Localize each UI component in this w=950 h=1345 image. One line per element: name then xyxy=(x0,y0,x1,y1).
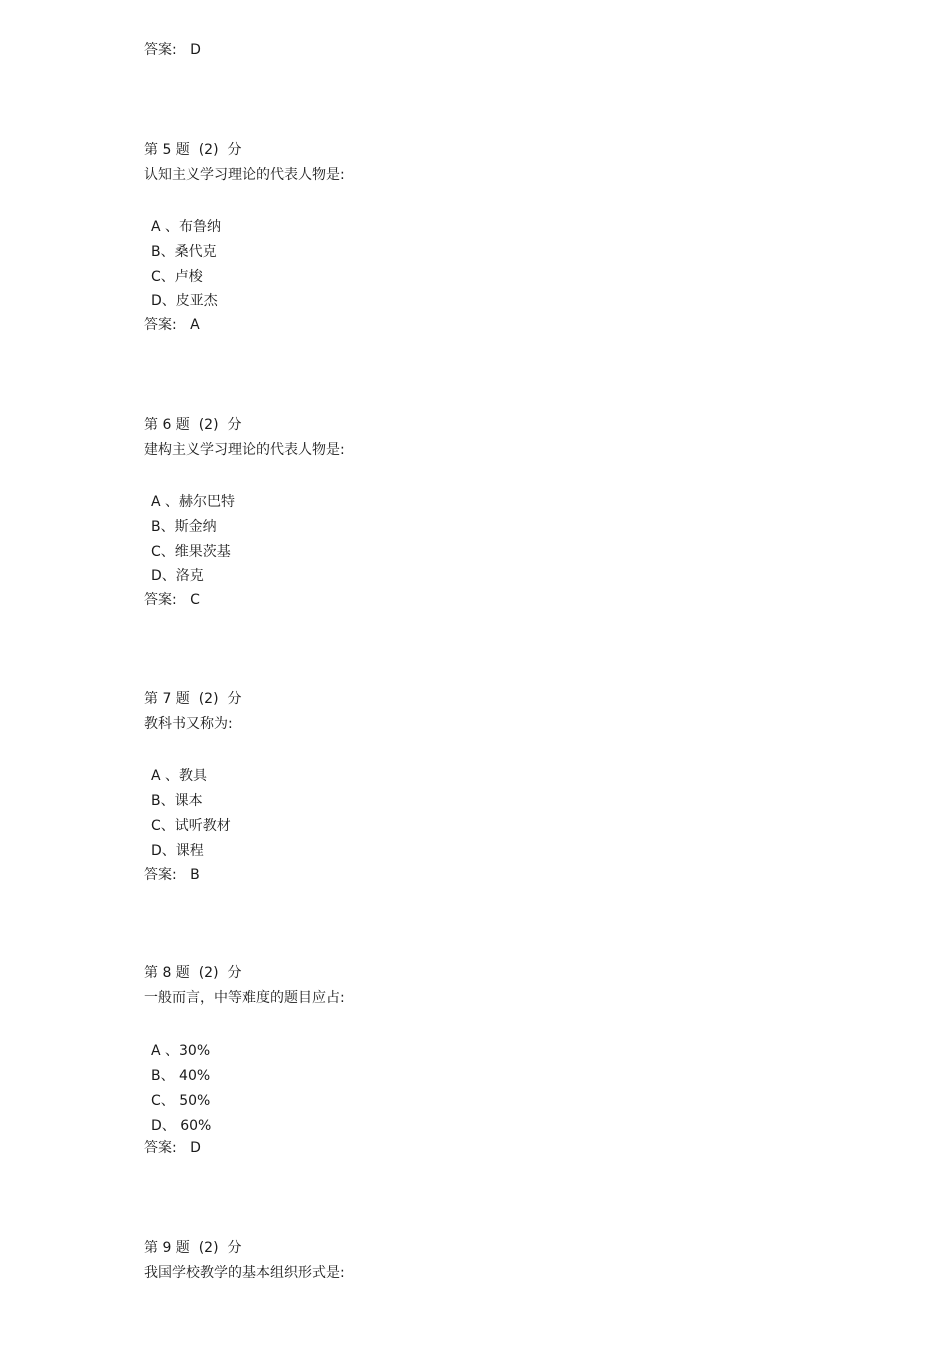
question-score: (2) xyxy=(198,142,219,158)
answer-line-7 xyxy=(144,866,200,884)
answer-label: 答案: xyxy=(144,42,177,58)
question-unit: 分 xyxy=(227,965,242,981)
option-5-c: C、卢梭 xyxy=(151,269,203,285)
question-header-6 xyxy=(144,416,241,434)
option-7-c: C、试听教材 xyxy=(151,818,231,834)
answer-value: D xyxy=(190,42,201,58)
option-7-d: D、课程 xyxy=(151,843,204,859)
option-6-d: D、洛克 xyxy=(151,568,204,584)
question-unit: 分 xyxy=(227,1240,242,1256)
question-unit: 分 xyxy=(227,691,242,707)
question-score: (2) xyxy=(198,1240,219,1256)
answer-line-5 xyxy=(144,316,200,334)
option-5-a: A 、布鲁纳 xyxy=(151,219,222,235)
question-header-5 xyxy=(144,141,241,159)
question-unit: 分 xyxy=(227,417,242,433)
question-unit: 分 xyxy=(227,142,242,158)
question-header-8 xyxy=(144,964,241,982)
answer-label: 答案: xyxy=(144,592,177,608)
question-number: 第 9 题 xyxy=(144,1240,190,1256)
option-7-b: B、课本 xyxy=(151,793,203,809)
option-5-d: D、皮亚杰 xyxy=(151,293,218,309)
option-6-a: A 、赫尔巴特 xyxy=(151,494,236,510)
option-8-c: C、 50% xyxy=(151,1093,211,1109)
answer-line-8 xyxy=(144,1139,201,1157)
answer-label: 答案: xyxy=(144,867,177,883)
answer-value: C xyxy=(190,592,200,608)
answer-label: 答案: xyxy=(144,1140,177,1156)
answer-label: 答案: xyxy=(144,317,177,333)
question-text-7: 教科书又称为: xyxy=(144,716,233,732)
option-5-b: B、桑代克 xyxy=(151,244,217,260)
option-6-c: C、维果茨基 xyxy=(151,544,231,560)
answer-value: A xyxy=(190,317,200,333)
option-8-a: A 、30% xyxy=(151,1043,211,1059)
question-number: 第 8 题 xyxy=(144,965,190,981)
option-8-b: B、 40% xyxy=(151,1068,211,1084)
answer-line-q4 xyxy=(144,41,201,59)
question-number: 第 7 题 xyxy=(144,691,190,707)
question-text-5: 认知主义学习理论的代表人物是: xyxy=(144,167,345,183)
question-number: 第 6 题 xyxy=(144,417,190,433)
question-text-8: 一般而言，中等难度的题目应占: xyxy=(144,990,345,1006)
question-score: (2) xyxy=(198,417,219,433)
option-6-b: B、斯金纳 xyxy=(151,519,217,535)
option-7-a: A 、教具 xyxy=(151,768,208,784)
question-score: (2) xyxy=(198,965,219,981)
question-number: 第 5 题 xyxy=(144,142,190,158)
question-header-7 xyxy=(144,690,241,708)
question-score: (2) xyxy=(198,691,219,707)
answer-line-6 xyxy=(144,591,200,609)
question-text-6: 建构主义学习理论的代表人物是: xyxy=(144,442,345,458)
answer-value: D xyxy=(190,1140,201,1156)
question-header-9 xyxy=(144,1239,241,1257)
answer-value: B xyxy=(190,867,200,883)
question-text-9: 我国学校教学的基本组织形式是: xyxy=(144,1265,345,1281)
option-8-d: D、 60% xyxy=(151,1118,212,1134)
